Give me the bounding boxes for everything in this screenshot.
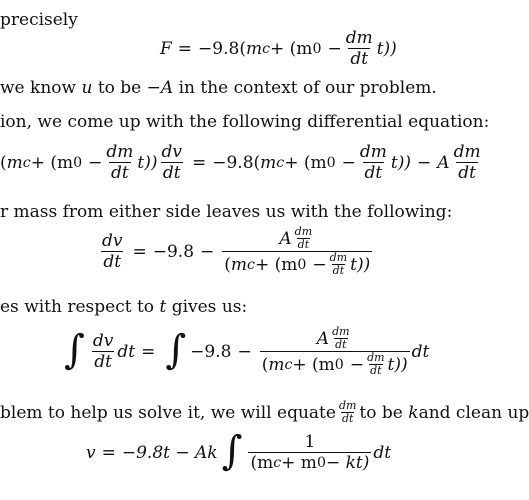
eq-sub: 0 xyxy=(73,154,83,171)
text-seg: blem to help us solve it, we will equate xyxy=(0,402,336,423)
text-line-6 xyxy=(0,400,529,425)
eq-sub: c xyxy=(284,356,293,373)
frac-num: dv xyxy=(102,231,123,251)
eq-sub: 0 xyxy=(334,356,344,373)
frac-den: dt xyxy=(111,163,129,183)
eq-term: dt xyxy=(117,341,136,362)
eq-sub: c xyxy=(276,154,285,171)
frac-den: dt xyxy=(332,264,345,277)
frac-den: dt xyxy=(458,163,476,183)
eq-sub: c xyxy=(247,256,255,273)
integral-sign: ∫ xyxy=(221,427,243,474)
eq-sub: 0 xyxy=(326,154,336,171)
equation-differential: ( m c + (m 0 − $\frac{dm}{dt}$ t)) $\frac{dv}{dt}$ = −9.8( m c + (m 0 − $\frac{dm}{dt}$ t)) − A $\frac{dm}{dt}$ xyxy=(0,142,481,183)
integral-sign: ∫ xyxy=(64,326,85,373)
frac-num: 1 xyxy=(304,432,316,452)
frac-den: dt xyxy=(341,412,354,425)
eq-sign: − xyxy=(341,152,356,173)
fraction-dv-dt xyxy=(100,231,125,272)
text-line-3: ion, we come up with the following differential equation: xyxy=(0,112,490,132)
eq-var: F xyxy=(160,38,172,59)
text-line-2 xyxy=(0,78,437,98)
eq-term: t)) xyxy=(350,254,371,275)
eq-var: m xyxy=(245,38,263,59)
fraction-dm-dt-small xyxy=(366,352,385,377)
text-seg: and clean up xyxy=(418,402,529,423)
eq-sign: = xyxy=(177,38,193,59)
fraction-dm-dt xyxy=(344,28,375,69)
frac-num: dm xyxy=(453,142,481,162)
fraction-dv-dt xyxy=(160,142,185,183)
frac-den: dt xyxy=(364,163,383,183)
eq-term: t)) xyxy=(387,354,408,375)
eq-sub: c xyxy=(22,154,31,171)
eq-term: t)) xyxy=(390,152,412,173)
fraction-dm-dt xyxy=(452,142,483,183)
fraction-dm-dt xyxy=(358,142,389,183)
eq-var: A xyxy=(437,152,450,173)
text-seg: to be − xyxy=(92,78,161,98)
eq-term: + (m xyxy=(30,152,74,173)
text-var: A xyxy=(160,78,174,98)
fraction-main: A $\frac{dm}{dt}$ ( m c + (m 0 − $\frac{dm}{dt}$ t)) xyxy=(261,325,408,377)
eq-var: A xyxy=(279,228,292,249)
eq-term: − kt) xyxy=(325,453,370,473)
fraction-dm-dt-small xyxy=(331,326,350,351)
eq-sub: 0 xyxy=(312,40,322,57)
eq-term: −9.8t − Ak xyxy=(121,442,218,463)
eq-term: + (m xyxy=(270,38,313,59)
fraction-dv-dt xyxy=(91,331,116,372)
fraction-dm-dt-small xyxy=(329,252,348,277)
frac-den: dt xyxy=(162,163,181,183)
equation-force xyxy=(160,28,397,69)
equation-dvdt xyxy=(98,226,374,277)
text-var: t xyxy=(159,297,167,317)
frac-num: dm xyxy=(359,142,387,162)
text-line-1: precisely xyxy=(0,10,78,30)
eq-sign: − xyxy=(417,152,432,173)
eq-term: + (m xyxy=(254,254,298,275)
eq-term: t)) xyxy=(137,152,158,173)
frac-num: dm xyxy=(345,28,373,48)
frac-num: dm xyxy=(106,142,134,162)
text-seg: in the context of our problem. xyxy=(173,78,437,98)
frac-num: dm xyxy=(367,351,385,364)
equation-velocity xyxy=(86,427,392,474)
eq-term: −9.8 xyxy=(190,341,232,362)
frac-den: dt xyxy=(297,238,310,251)
frac-den: dt xyxy=(370,364,382,377)
frac-num: dm xyxy=(329,251,348,264)
frac-num: dv xyxy=(161,142,182,162)
eq-sign: − xyxy=(312,254,327,275)
frac-den: dt xyxy=(94,352,112,372)
eq-var: m xyxy=(230,254,248,275)
eq-sign: − xyxy=(349,354,365,375)
frac-den: dt xyxy=(350,49,369,69)
frac-num: dm xyxy=(332,325,350,338)
eq-term: dt xyxy=(373,442,392,463)
eq-sub: 0 xyxy=(316,455,326,471)
eq-sign: = xyxy=(141,341,156,362)
eq-sign: − xyxy=(327,38,342,59)
fraction-dm-dt-small xyxy=(294,226,313,251)
eq-var: A xyxy=(316,328,330,349)
text-seg: we know xyxy=(0,78,82,98)
fraction-dm-dt xyxy=(104,142,135,183)
eq-term: −9.8( xyxy=(212,152,261,173)
eq-term: −9.8 xyxy=(152,241,195,262)
eq-term: dt xyxy=(411,341,430,362)
eq-sign: = xyxy=(101,442,116,463)
eq-sub: c xyxy=(262,40,271,57)
eq-var: v xyxy=(86,442,96,463)
eq-var: m xyxy=(6,152,23,173)
eq-sign: − xyxy=(237,341,252,362)
eq-sub: c xyxy=(273,455,282,471)
eq-var: m xyxy=(268,354,285,375)
fraction-integrand xyxy=(248,432,371,473)
text-var: u xyxy=(81,78,93,98)
frac-num: dm xyxy=(338,399,357,412)
eq-sign: − xyxy=(88,152,103,173)
eq-term: (m xyxy=(250,453,274,473)
equation-integral-1 xyxy=(60,326,429,377)
frac-den: dt xyxy=(103,252,122,272)
eq-sign: = xyxy=(192,152,207,173)
eq-var: m xyxy=(260,152,277,173)
eq-term: + m xyxy=(281,453,317,473)
eq-sign: = xyxy=(132,241,147,262)
text-line-4: r mass from either side leaves us with the following: xyxy=(0,202,453,222)
text-var: k xyxy=(408,402,419,423)
fraction-dm-dt-small xyxy=(338,400,357,425)
integral-sign: ∫ xyxy=(165,326,187,373)
eq-sub: 0 xyxy=(297,256,307,273)
eq-term: −9.8( xyxy=(198,38,246,59)
frac-den: dt xyxy=(335,338,347,351)
eq-term: t)) xyxy=(376,38,397,59)
eq-term: + (m xyxy=(284,152,327,173)
text-line-5 xyxy=(0,297,247,317)
frac-num: dv xyxy=(92,331,114,351)
frac-num: dm xyxy=(294,225,313,238)
fraction-main: A $\frac{dm}{dt}$ ( m c + (m 0 − $\frac{dm}{dt}$ t)) xyxy=(224,225,371,277)
eq-term: + (m xyxy=(292,354,335,375)
text-seg: es with respect to xyxy=(0,297,160,317)
text-seg: to be xyxy=(359,402,403,423)
eq-sign: − xyxy=(200,241,215,262)
text-seg: gives us: xyxy=(166,297,248,317)
